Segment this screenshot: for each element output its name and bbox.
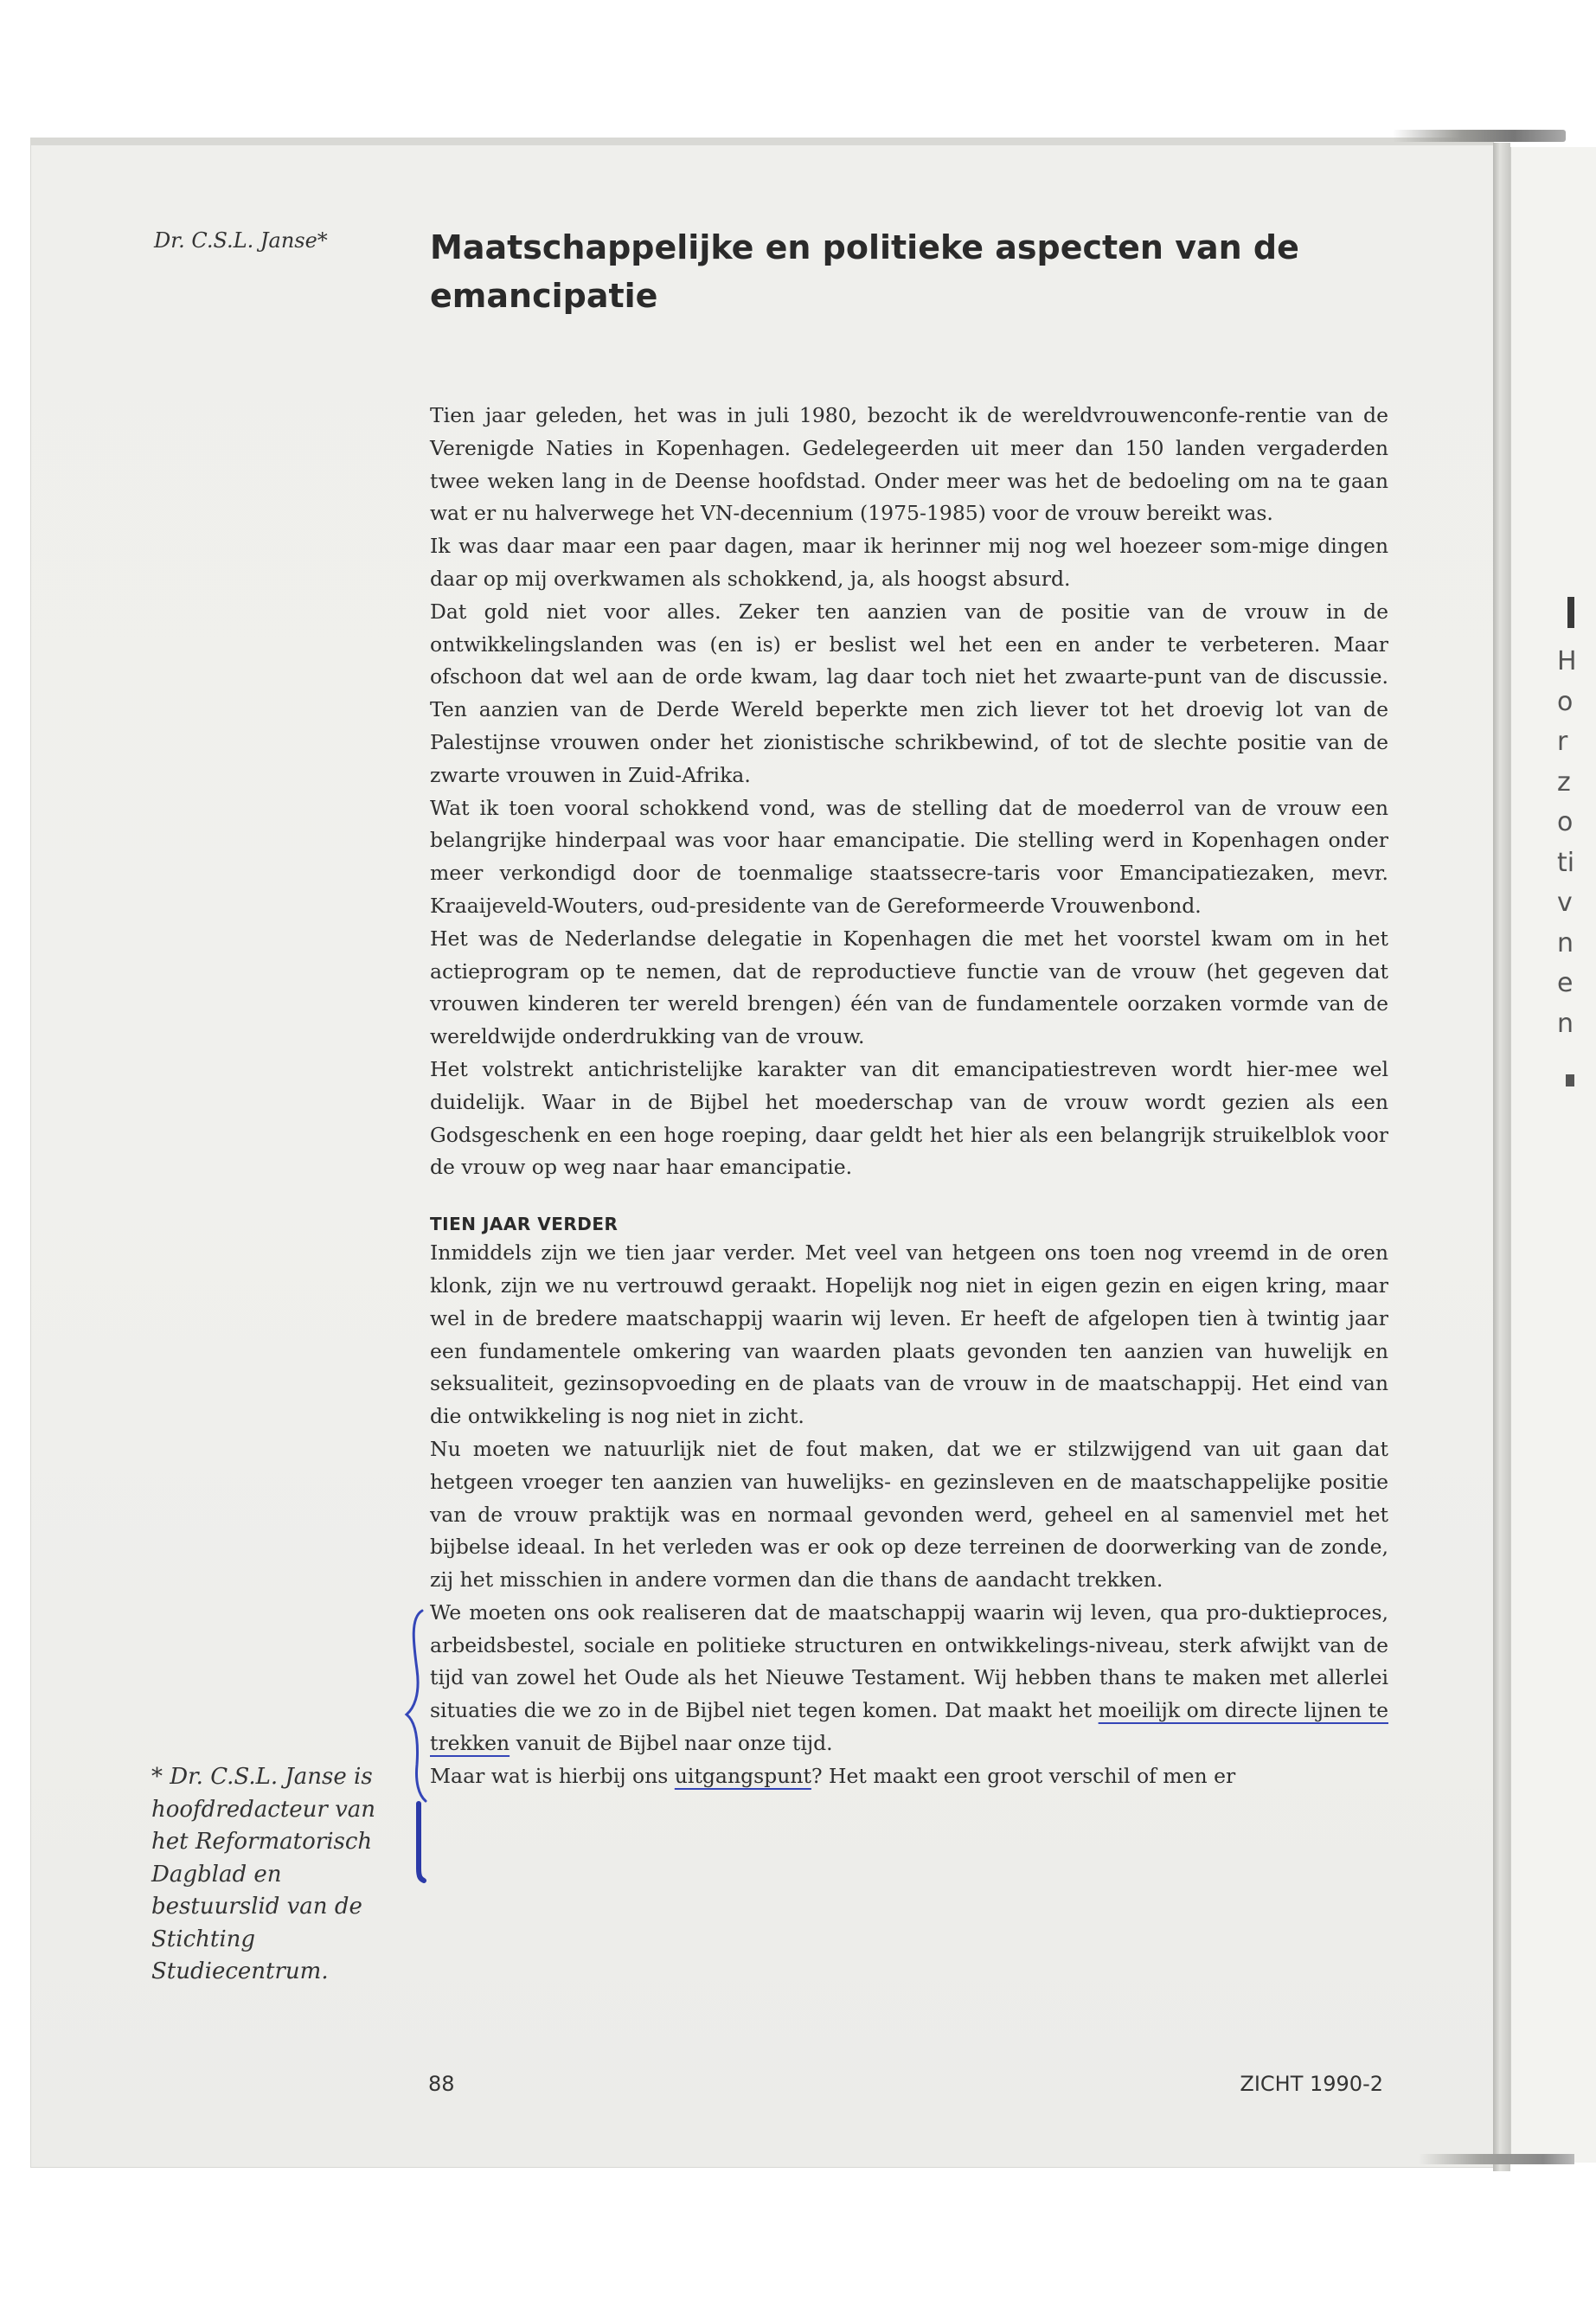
pen-underlined-text: uitgangspunt (674, 1763, 811, 1788)
page-number: 88 (428, 2072, 455, 2096)
paragraph-text: Maar wat is hierbij ons (430, 1763, 675, 1788)
next-page-letter: o (1557, 807, 1574, 837)
paragraph (430, 1597, 1388, 1760)
next-page-letters (1557, 642, 1592, 1044)
next-page-letter: v (1557, 888, 1573, 918)
next-page-letter: z (1557, 766, 1571, 798)
next-page-letter: H (1557, 646, 1577, 676)
paragraph: Inmiddels zijn we tien jaar verder. Met veel van hetgeen ons toen nog vreemd in de oren klonk, zijn we nu vertrouwd geraakt. Hopelijk nog niet in eigen gezin en eigen kring, maar wel in de bredere maatschappij waarin wij leven. Er heeft de afgelopen tien à twintig jaar een fundamentele omkering van waarden plaats gevonden ten aanzien van huwelijk en seksualiteit, gezinsopvoeding en de plaats van de vrouw in de maatschappij. Het eind van die ontwikkeling is nog niet in zicht. (430, 1240, 1388, 1429)
author-byline: Dr. C.S.L. Janse* (154, 228, 328, 253)
paragraph: Tien jaar geleden, het was in juli 1980, bezocht ik de wereldvrouwenconfe-rentie van de Verenigde Naties in Kopenhagen. Gedelegeerden uit meer dan 150 landen vergaderden twee weken lang in de Deense hoofdstad. Onder meer was het de bedoeling om na te gaan wat er nu halverwege het VN-decennium (1975-1985) voor de vrouw bereikt was. (430, 403, 1388, 526)
next-page-letter: r (1557, 727, 1568, 757)
paragraph-text: We moeten ons ook realiseren dat de maatschappij waarin wij leven, qua pro-duktieproces, arbeidsbestel, sociale en politieke structuren en ontwikkelings-niveau, sterk afwijkt van de tijd van zowel het Oude als het Nieuwe Testament. Wij hebben thans te maken met allerlei situaties die we zo in de Bijbel niet tegen komen. Dat maakt het (430, 1599, 1388, 1723)
paragraph: Het was de Nederlandse delegatie in Kopenhagen die met het voorstel kwam om in het actieprogram op te nemen, dat de reproductieve functie van de vrouw (het gegeven dat vrouwen kinderen ter wereld brengen) één van de fundamentele oorzaken vormde van de wereldwijde onderdrukking van de vrouw. (430, 926, 1388, 1049)
article-title: Maatschappelijke en politieke aspecten van de emancipatie (430, 228, 1299, 315)
paragraph: Het volstrekt antichristelijke karakter van dit emancipatiestreven wordt hier-mee wel duidelijk. Waar in de Bijbel het moederschap van de vrouw wordt gezien als een Godsgeschenk en een hoge roeping, daar geldt het hier als een belangrijk struikelblok voor de vrouw op weg naar haar emancipatie. (430, 1056, 1388, 1180)
next-page-letter: e (1557, 968, 1574, 998)
next-page-edge (1510, 147, 1596, 2163)
paragraph-text: ? Het maakt een groot verschil of men er (811, 1763, 1236, 1788)
paragraph-text: vanuit de Bijbel naar onze tijd. (510, 1731, 833, 1756)
next-page-letter: ti (1557, 847, 1575, 878)
section-heading: TIEN JAAR VERDER (430, 1214, 619, 1235)
next-page-letter: o (1557, 686, 1574, 717)
binding-clip-bottom (1419, 2154, 1574, 2164)
paragraph: Dat gold niet voor alles. Zeker ten aanzien van de positie van de vrouw in de ontwikkelingslanden was (en is) er beslist wel het een en ander te verbeteren. Maar ofschoon dat wel aan de orde kwam, lag daar toch niet het zwaarte-punt van de discussie. Ten aanzien van de Derde Wereld beperkte men zich liever tot het droevig lot van de Palestijnse vrouwen onder het zionistische schrikbewind, of tot de slechte positie van de zwarte vrouwen in Zuid-Afrika. (430, 599, 1388, 787)
pen-underlined-text: moeilijk om directe lijnen te trekken (430, 1698, 1389, 1756)
journal-issue: ZICHT 1990-2 (1240, 2072, 1383, 2096)
paragraph: Wat ik toen vooral schokkend vond, was de stelling dat de moederrol van de vrouw een belangrijke hinderpaal was voor haar emancipatie. Die stelling werd in Kopenhagen onder meer verkondigd door de toenmalige staatssecre-taris voor Emancipatiezaken, mevr. Kraaijeveld-Wouters, oud-presidente van de Gereformeerde Vrouwenbond. (430, 795, 1388, 918)
page-spine (1493, 143, 1510, 2171)
next-page-bar-mark (1567, 597, 1574, 628)
paragraph: Nu moeten we natuurlijk niet de fout maken, dat we er stilzwijgend van uit gaan dat hetgeen vroeger ten aanzien van huwelijks- en gezinsleven en de maatschappelijke positie van de vrouw praktijk was en normaal gevonden werd, geheel en al samenviel met het bijbelse ideaal. In het verleden was er ook op deze terreinen de doorwerking van de zonde, zij het misschien in andere vormen dan die thans de aandacht trekken. (430, 1436, 1388, 1593)
article-body (430, 400, 1388, 1793)
next-page-square-mark (1566, 1074, 1574, 1086)
paragraph: Ik was daar maar een paar dagen, maar ik herinner mij nog wel hoezeer som-mige dingen daar op mij overkwamen als schokkend, ja, als hoogst absurd. (430, 534, 1388, 591)
next-page-letter: n (1557, 927, 1574, 958)
binding-clip-top (1393, 130, 1566, 142)
author-footnote: * Dr. C.S.L. Janse is hoofdredacteur van het Reformatorisch Dagblad en bestuurslid van de Stichting Studiecentrum. (151, 1764, 376, 1984)
paragraph (430, 1760, 1388, 1793)
next-page-letter: n (1557, 1008, 1574, 1039)
